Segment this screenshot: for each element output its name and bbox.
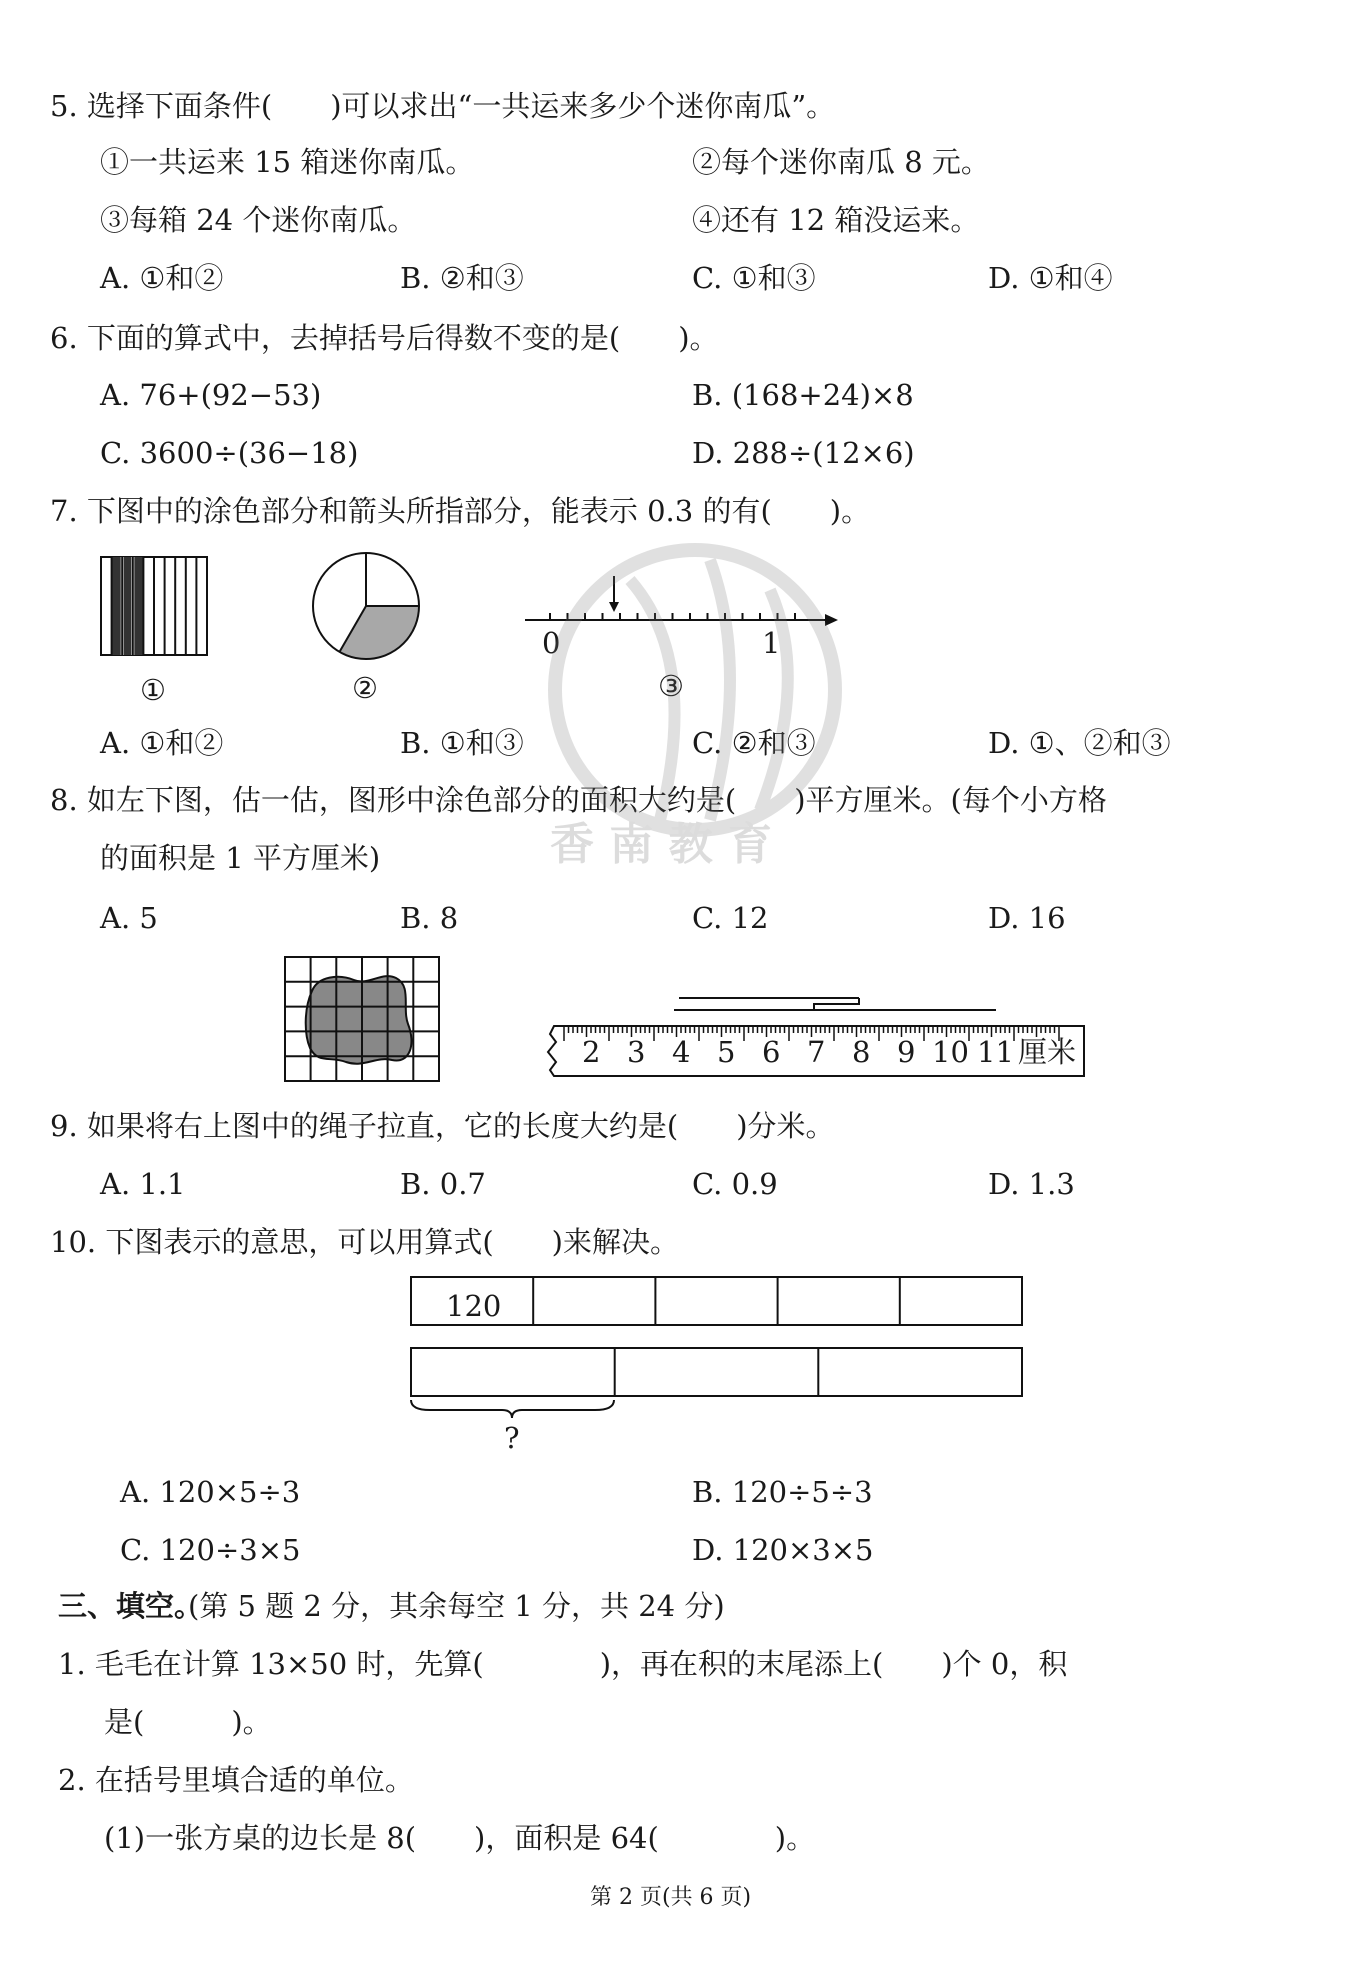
q5-condition-2: ②每个迷你南瓜 8 元。	[692, 145, 990, 179]
ruler-label-8: 8	[852, 1035, 871, 1069]
q10-segment-diagram	[410, 1276, 1024, 1440]
section-3-note: (第 5 题 2 分，其余每空 1 分，共 24 分)	[188, 1589, 725, 1623]
q7-figure-3-label: ③	[658, 669, 684, 703]
ruler-label-6: 6	[762, 1035, 781, 1069]
q9-option-a[interactable]: A. 1.1	[100, 1167, 186, 1201]
ruler-label-5: 5	[717, 1035, 736, 1069]
q8-stem-line-1: 8. 如左下图，估一估，图形中涂色部分的面积大约是( )平方厘米。(每个小方格	[50, 783, 1107, 817]
q6-stem: 6. 下面的算式中，去掉括号后得数不变的是( )。	[50, 321, 719, 355]
q7-figure-2-label: ②	[352, 671, 378, 705]
q7-option-a[interactable]: A. ①和②	[100, 726, 224, 760]
q10-stem: 10. 下图表示的意思，可以用算式( )来解决。	[50, 1225, 679, 1259]
section-3-title: 三、填空。	[58, 1589, 204, 1623]
q7-number-line-end: 1	[762, 626, 781, 660]
q7-number-line-start: 0	[542, 626, 561, 660]
q6-option-d[interactable]: D. 288÷(12×6)	[692, 436, 915, 470]
ruler-unit: 厘米	[1018, 1035, 1077, 1069]
watermark-text: 香 南 教 育	[550, 819, 772, 870]
q8-option-d[interactable]: D. 16	[988, 901, 1066, 935]
q7-figure-1-label: ①	[140, 673, 166, 707]
ruler-label-2: 2	[582, 1035, 601, 1069]
ruler-label-9: 9	[897, 1035, 916, 1069]
q7-stem: 7. 下图中的涂色部分和箭头所指部分，能表示 0.3 的有( )。	[50, 494, 871, 528]
q9-option-d[interactable]: D. 1.3	[988, 1167, 1075, 1201]
ruler-label-3: 3	[627, 1035, 646, 1069]
ruler-label-11: 11	[977, 1035, 1014, 1069]
q8-option-b[interactable]: B. 8	[400, 901, 459, 935]
q9-option-c[interactable]: C. 0.9	[692, 1167, 778, 1201]
fill-2-stem: 2. 在括号里填合适的单位。	[58, 1763, 414, 1797]
fill-1-line-1: 1. 毛毛在计算 13×50 时，先算( )，再在积的末尾添上( )个 0，积	[58, 1647, 1068, 1681]
ruler-label-7: 7	[807, 1035, 826, 1069]
q8-stem-line-2: 的面积是 1 平方厘米)	[100, 841, 381, 875]
q5-condition-3: ③每箱 24 个迷你南瓜。	[100, 203, 417, 237]
q10-option-a[interactable]: A. 120×5÷3	[120, 1475, 301, 1509]
q8-option-a[interactable]: A. 5	[100, 901, 158, 935]
q7-figure-1-bar	[100, 556, 208, 656]
q5-condition-1: ①一共运来 15 箱迷你南瓜。	[100, 145, 475, 179]
q5-stem: 5. 选择下面条件( )可以求出“一共运来多少个迷你南瓜”。	[50, 89, 836, 123]
q7-option-c[interactable]: C. ②和③	[692, 726, 816, 760]
q7-figure-2-circle	[312, 552, 420, 660]
q5-option-a[interactable]: A. ①和②	[100, 261, 224, 295]
q9-option-b[interactable]: B. 0.7	[400, 1167, 486, 1201]
page-footer: 第 2 页(共 6 页)	[590, 1885, 752, 1910]
q10-option-d[interactable]: D. 120×3×5	[692, 1533, 874, 1567]
q10-box-value: 120	[446, 1289, 502, 1323]
fill-1-line-2: 是( )。	[104, 1705, 272, 1739]
q5-option-b[interactable]: B. ②和③	[400, 261, 524, 295]
q5-condition-4: ④还有 12 箱没运来。	[692, 203, 980, 237]
ruler-label-10: 10	[932, 1035, 969, 1069]
q8-grid-figure	[284, 956, 440, 1082]
q10-option-b[interactable]: B. 120÷5÷3	[692, 1475, 873, 1509]
q9-stem: 9. 如果将右上图中的绳子拉直，它的长度大约是( )分米。	[50, 1109, 835, 1143]
q10-option-c[interactable]: C. 120÷3×5	[120, 1533, 301, 1567]
q5-option-d[interactable]: D. ①和④	[988, 261, 1113, 295]
q6-option-b[interactable]: B. (168+24)×8	[692, 378, 914, 412]
q6-option-a[interactable]: A. 76+(92−53)	[100, 378, 322, 412]
ruler-label-4: 4	[672, 1035, 691, 1069]
q8-option-c[interactable]: C. 12	[692, 901, 769, 935]
q7-option-b[interactable]: B. ①和③	[400, 726, 524, 760]
q7-option-d[interactable]: D. ①、②和③	[988, 726, 1171, 760]
watermark-logo	[510, 520, 890, 880]
q6-option-c[interactable]: C. 3600÷(36−18)	[100, 436, 359, 470]
q5-option-c[interactable]: C. ①和③	[692, 261, 816, 295]
fill-2-sub-1: (1)一张方桌的边长是 8( )，面积是 64( )。	[104, 1821, 816, 1855]
q10-question-mark: ?	[504, 1421, 520, 1455]
